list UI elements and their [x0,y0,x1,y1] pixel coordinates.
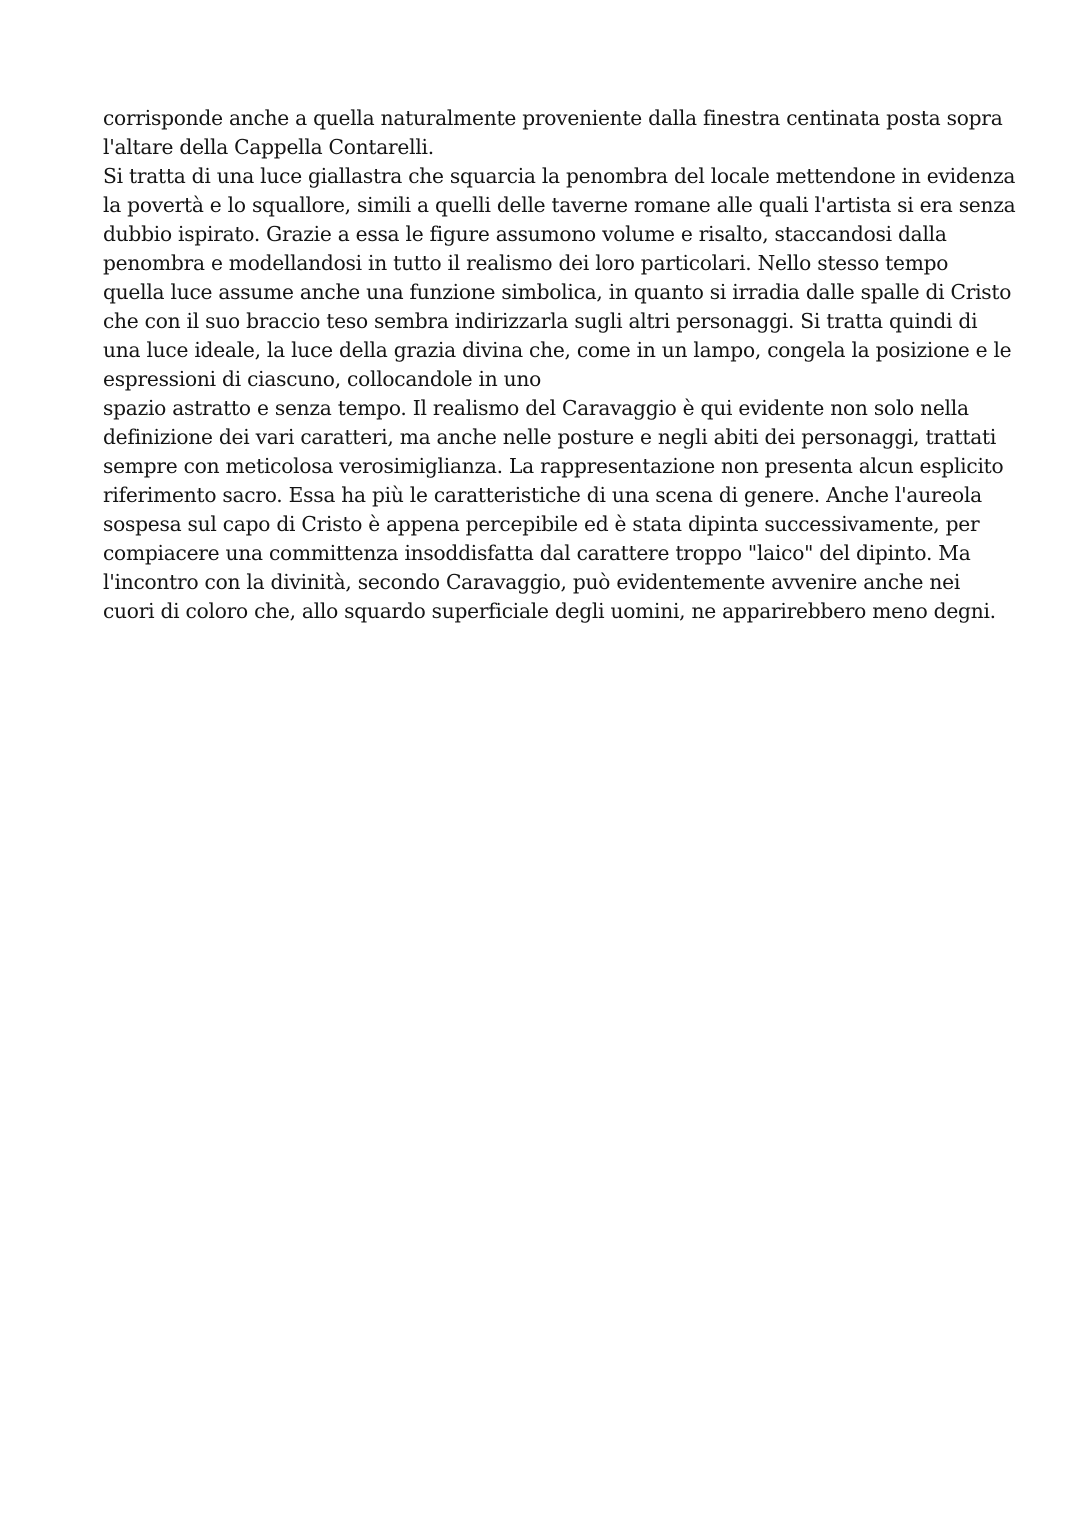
text-line: dubbio ispirato. Grazie a essa le figure assumono volume e risalto, staccandosi dalla [103,222,947,246]
text-line: Si tratta di una luce giallastra che squarcia la penombra del locale mettendone in evidenza [103,164,1016,188]
body-text [103,104,1016,626]
text-line: l'altare della Cappella Contarelli. [103,135,434,159]
text-line: cuori di coloro che, allo squardo superficiale degli uomini, ne apparirebbero meno degni. [103,599,996,623]
text-line: l'incontro con la divinità, secondo Caravaggio, può evidentemente avvenire anche nei [103,570,961,594]
text-line: definizione dei vari caratteri, ma anche nelle posture e negli abiti dei personaggi, trattati [103,425,997,449]
text-line: compiacere una committenza insoddisfatta dal carattere troppo "laico" del dipinto. Ma [103,541,971,565]
text-line: sospesa sul capo di Cristo è appena percepibile ed è stata dipinta successivamente, per [103,512,980,536]
text-line: sempre con meticolosa verosimiglianza. La rappresentazione non presenta alcun esplicito [103,454,1004,478]
text-line: che con il suo braccio teso sembra indirizzarla sugli altri personaggi. Si tratta quindi di [103,309,978,333]
text-line: espressioni di ciascuno, collocandole in uno [103,367,542,391]
text-line: riferimento sacro. Essa ha più le caratteristiche di una scena di genere. Anche l'aureola [103,483,982,507]
text-line: penombra e modellandosi in tutto il realismo dei loro particolari. Nello stesso tempo [103,251,949,275]
text-line: una luce ideale, la luce della grazia divina che, come in un lampo, congela la posizione e le [103,338,1012,362]
text-line: spazio astratto e senza tempo. Il realismo del Caravaggio è qui evidente non solo nella [103,396,969,420]
text-line: la povertà e lo squallore, simili a quelli delle taverne romane alle quali l'artista si era senza [103,193,1016,217]
text-line: corrisponde anche a quella naturalmente proveniente dalla finestra centinata posta sopra [103,106,1003,130]
text-line: quella luce assume anche una funzione simbolica, in quanto si irradia dalle spalle di Cristo [103,280,1012,304]
